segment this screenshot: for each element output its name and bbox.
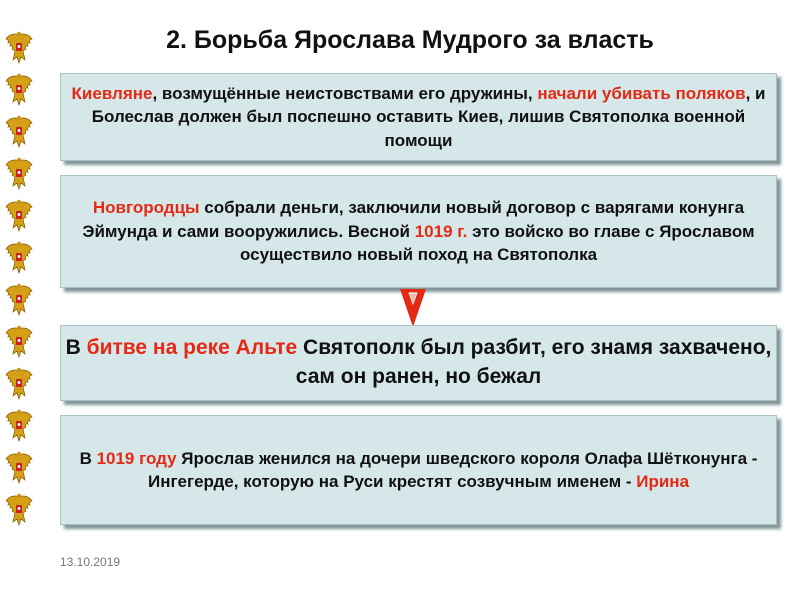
double-headed-eagle-icon — [4, 282, 34, 320]
double-headed-eagle-icon — [4, 450, 34, 488]
plain-text: собрали деньги, заключили новый договор с варягами конунга Эймунда и сами вооружились. Весной — [82, 198, 745, 241]
block-text — [61, 196, 776, 266]
double-headed-eagle-icon — [4, 408, 34, 446]
highlight-text: 1019 г. — [414, 221, 468, 241]
plain-text: , возмущённые неистовствами его дружины, — [152, 83, 538, 103]
block-text — [61, 82, 776, 152]
highlight-text: битве на реке Альте — [86, 336, 298, 360]
plain-text: В — [79, 448, 97, 468]
double-headed-eagle-icon — [4, 366, 34, 404]
double-headed-eagle-icon — [4, 156, 34, 194]
slide-date: 13.10.2019 — [60, 555, 121, 569]
block-text — [61, 447, 776, 494]
highlight-text: 1019 году — [96, 448, 177, 468]
plain-text: Святополк был разбит, его знамя захвачено, сам он ранен, но бежал — [295, 336, 772, 388]
double-headed-eagle-icon — [4, 114, 34, 152]
plain-text: это войско во главе с Ярославом осуществило новый поход на Святополка — [239, 221, 755, 265]
text-block-novgorodians — [60, 175, 777, 288]
highlight-text: Ирина — [636, 472, 690, 491]
emblem-column — [4, 30, 36, 534]
down-arrow-icon — [400, 289, 426, 327]
slide-title: 2. Борьба Ярослава Мудрого за власть — [166, 26, 654, 54]
double-headed-eagle-icon — [4, 198, 34, 236]
double-headed-eagle-icon — [4, 492, 34, 530]
double-headed-eagle-icon — [4, 324, 34, 362]
plain-text: , и Болеслав должен был поспешно оставить Киев, лишив Святополка военной помощи — [91, 83, 766, 150]
highlight-text: Киевляне — [71, 83, 153, 103]
text-block-kievans — [60, 73, 777, 161]
text-block-marriage — [60, 415, 777, 525]
plain-text: Ярослав женился на дочери шведского короля Олафа Шётконунга - Ингегерде, которую на Руси крестят созвучным именем - — [147, 448, 758, 491]
double-headed-eagle-icon — [4, 240, 34, 278]
highlight-text: Новгородцы — [92, 198, 200, 218]
double-headed-eagle-icon — [4, 72, 34, 110]
double-headed-eagle-icon — [4, 30, 34, 68]
highlight-text: начали убивать поляков — [537, 83, 746, 103]
plain-text: В — [65, 336, 87, 360]
block-text — [61, 334, 776, 392]
text-block-alta-battle — [60, 325, 777, 401]
